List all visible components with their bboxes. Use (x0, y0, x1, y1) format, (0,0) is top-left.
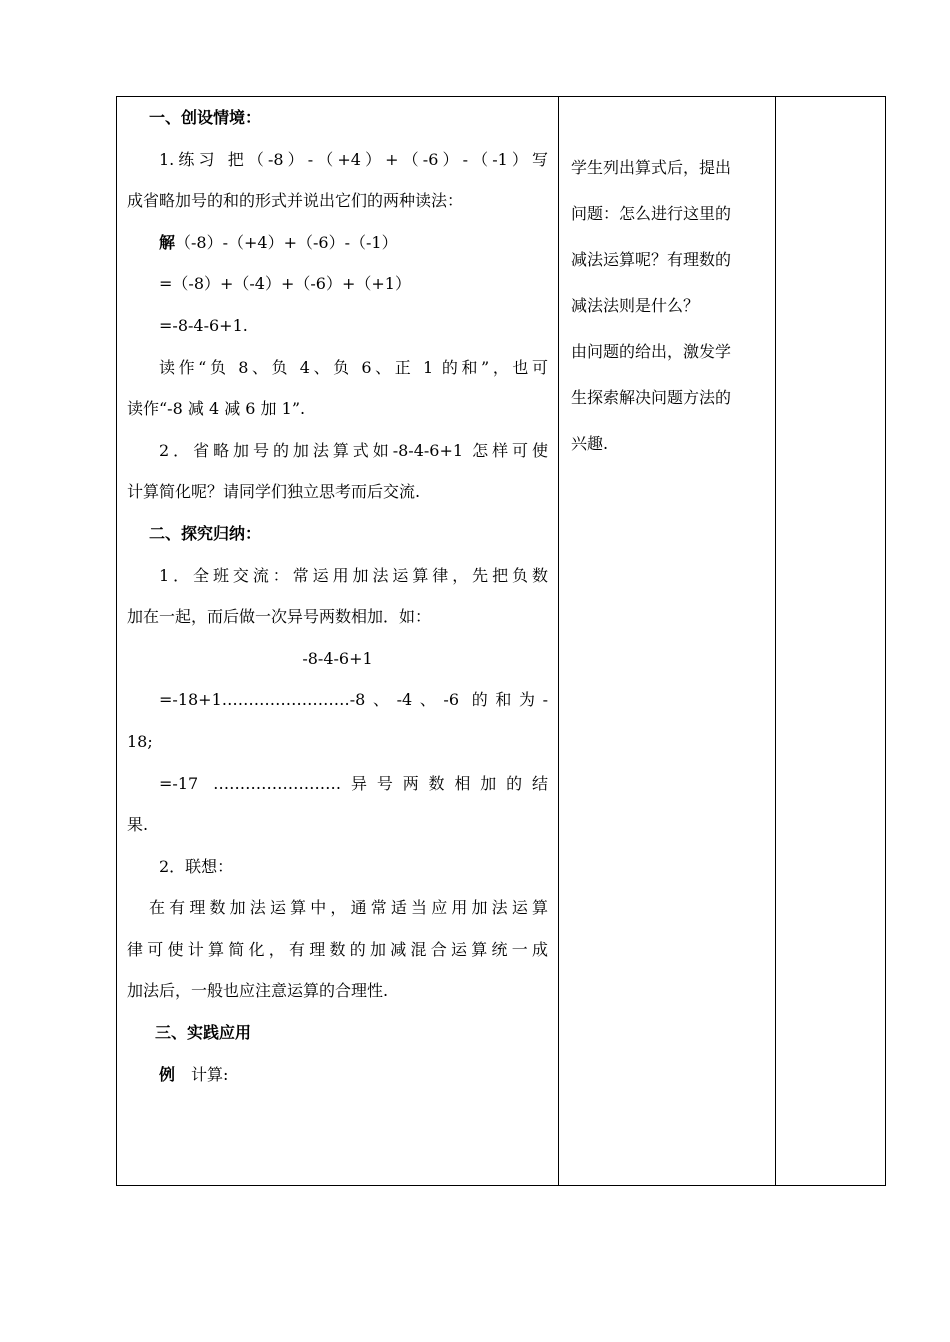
solution-line2: =（-8）+（-4）+（-6）+（+1） (159, 274, 411, 294)
step2-line2: 果. (127, 815, 149, 835)
discussion-line1: 1．全班交流：常运用加法运算律，先把负数 (159, 565, 548, 585)
lesson-plan-table (116, 96, 886, 1186)
section3-title: 三、实践应用 (155, 1023, 252, 1043)
step2-line1: =-17 ……………………异号两数相加的结 (159, 773, 548, 793)
exercise2-line2: 计算简化呢？请同学们独立思考而后交流. (127, 482, 421, 502)
solution-expression: （-8）-（+4）+（-6）-（-1） (175, 232, 398, 252)
teacher-notes-cell (559, 97, 776, 1186)
exercise2-line1: 2．省略加号的加法算式如-8-4-6+1 怎样可使 (159, 440, 548, 460)
exercise1-line2: 成省略加号的和的形式并说出它们的两种读法： (127, 191, 464, 211)
step1-line1: =-18+1……………………-8、-4、-6 的和为- (159, 690, 548, 710)
table-row (117, 97, 886, 1186)
association-line3: 加法后，一般也应注意运算的合理性. (127, 981, 389, 1001)
main-content-cell (117, 97, 559, 1186)
example-label: 例 (159, 1064, 176, 1084)
reading-line2: 读作“-8 减 4 减 6 加 1”. (127, 399, 306, 419)
step1-line2: 18; (127, 731, 153, 751)
association-title: 2．联想： (159, 856, 234, 876)
note1-line1: 学生列出算式后，提出 (571, 158, 732, 177)
note1-line2: 问题：怎么进行这里的 (571, 204, 732, 223)
example-line (127, 1054, 548, 1096)
reading-line1: 读作“负 8、负 4、负 6、正 1 的和”，也可 (159, 357, 548, 377)
note2-line3: 兴趣. (571, 434, 609, 453)
example-text: 计算: (191, 1064, 229, 1084)
empty-column-cell (776, 97, 886, 1186)
expression-centered: -8-4-6+1 (302, 648, 373, 668)
association-line2: 律可使计算简化，有理数的加减混合运算统一成 (127, 939, 548, 959)
solution-line3: =-8-4-6+1. (159, 315, 248, 335)
discussion-line2: 加在一起，而后做一次异号两数相加．如： (127, 607, 432, 627)
teacher-notes (559, 97, 775, 467)
main-content (117, 97, 558, 1095)
section1-title: 一、创设情境： (149, 108, 262, 127)
note2-line1: 由问题的给出，激发学 (571, 342, 732, 361)
note1-line3: 减法运算呢？有理数的 (571, 250, 732, 269)
note1-line4: 减法法则是什么？ (571, 296, 700, 315)
solution-label: 解 (159, 232, 176, 252)
note2-line2: 生探索解决问题方法的 (571, 388, 732, 407)
association-line1: 在有理数加法运算中，通常适当应用加法运算 (149, 898, 548, 918)
section2-title: 二、探究归纳： (149, 523, 262, 543)
solution-line1 (127, 222, 548, 264)
exercise1-line1: 1.练习 把（-8）-（+4）+（-6）-（-1）写 (159, 149, 548, 169)
